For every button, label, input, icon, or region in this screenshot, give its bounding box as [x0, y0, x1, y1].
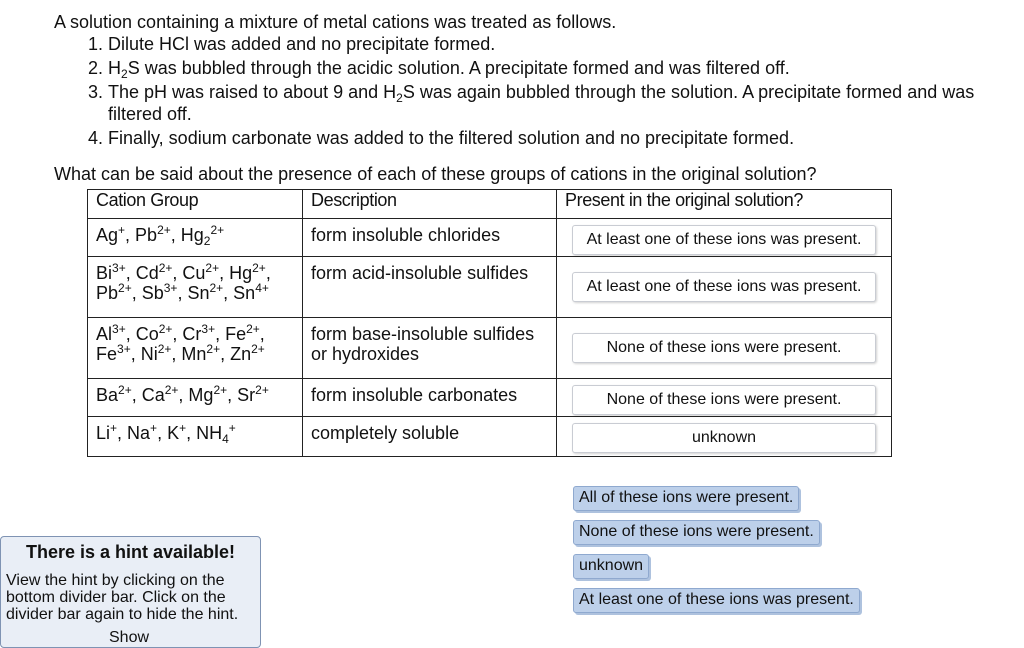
cation-group: $Bi^{3+}$, $Cd^{2+}$, $Cu^{2+}$, $Hg^{2+}$, $Pb^{2+}$, $Sb^{3+}$, $Sn^{2+}$, $Sn^{4+}$: [96, 261, 271, 303]
show-hint-link[interactable]: Show: [109, 629, 150, 646]
cation-group: Ag+, $Pb^{2+}$, $Hg_2^{2+}$: [96, 223, 225, 248]
problem-intro: A solution containing a mixture of metal cations was treated as follows.: [54, 12, 617, 32]
cation-group: Li+, Na+, K+, $NH_4^+$: [96, 421, 236, 446]
step-item: 4. Finally, sodium carbonate was added to the filtered solution and no precipitate formed.: [88, 128, 795, 148]
answer-drop-target[interactable]: At least one of these ions was present.: [572, 225, 876, 255]
answer-chip-unknown[interactable]: unknown: [573, 554, 649, 579]
answer-drop-target[interactable]: unknown: [572, 423, 876, 453]
header-present: Present in the original solution?: [557, 190, 892, 219]
procedure-steps: [88, 33, 1008, 151]
header-cation-group: Cation Group: [88, 190, 303, 219]
table-row: [88, 257, 892, 318]
answer-drop-target[interactable]: At least one of these ions was present.: [572, 272, 876, 302]
step-item: 1. Dilute HCl was added and no precipitate formed.: [88, 34, 496, 54]
step-item: 3. The pH was raised to about 9 and $H_2S$ was again bubbled through the solution. A precipitate formed and was filtered off.: [88, 82, 975, 124]
question-text: What can be said about the presence of each of these groups of cations in the original solution?: [54, 164, 817, 184]
hint-panel[interactable]: [0, 536, 261, 648]
cation-group: $Al^{3+}$, $Co^{2+}$, $Cr^{3+}$, $Fe^{2+}$, $Fe^{3+}$, $Ni^{2+}$, $Mn^{2+}$, $Zn^{2+}$: [96, 322, 265, 364]
cation-group-table: [87, 189, 892, 457]
step-item: 2. $H_2S$ was bubbled through the acidic solution. A precipitate formed and was filtered off.: [88, 58, 790, 81]
table-row: [88, 379, 892, 417]
hint-body: View the hint by clicking on the bottom divider bar. Click on the divider bar again to hide the hint.: [6, 572, 239, 623]
table-row: [88, 318, 892, 379]
group-description: form insoluble chlorides: [311, 225, 501, 245]
table-row: [88, 417, 892, 457]
answer-chip-all-present[interactable]: All of these ions were present.: [573, 486, 799, 511]
hint-title: There is a hint available!: [25, 542, 236, 562]
answer-drop-target[interactable]: None of these ions were present.: [572, 333, 876, 363]
header-description: Description: [303, 190, 557, 219]
group-description: form acid-insoluble sulfides: [311, 263, 529, 283]
table-row: [88, 219, 892, 257]
group-description: completely soluble: [311, 423, 460, 443]
group-description: form base-insoluble sulfides or hydroxides: [311, 324, 535, 364]
group-description: form insoluble carbonates: [311, 385, 518, 405]
cation-group: $Ba^{2+}$, $Ca^{2+}$, $Mg^{2+}$, $Sr^{2+}$: [96, 383, 269, 405]
answer-chip-at-least-one[interactable]: At least one of these ions was present.: [573, 588, 860, 613]
answer-chip-none-present[interactable]: None of these ions were present.: [573, 520, 820, 545]
answer-drop-target[interactable]: None of these ions were present.: [572, 385, 876, 415]
